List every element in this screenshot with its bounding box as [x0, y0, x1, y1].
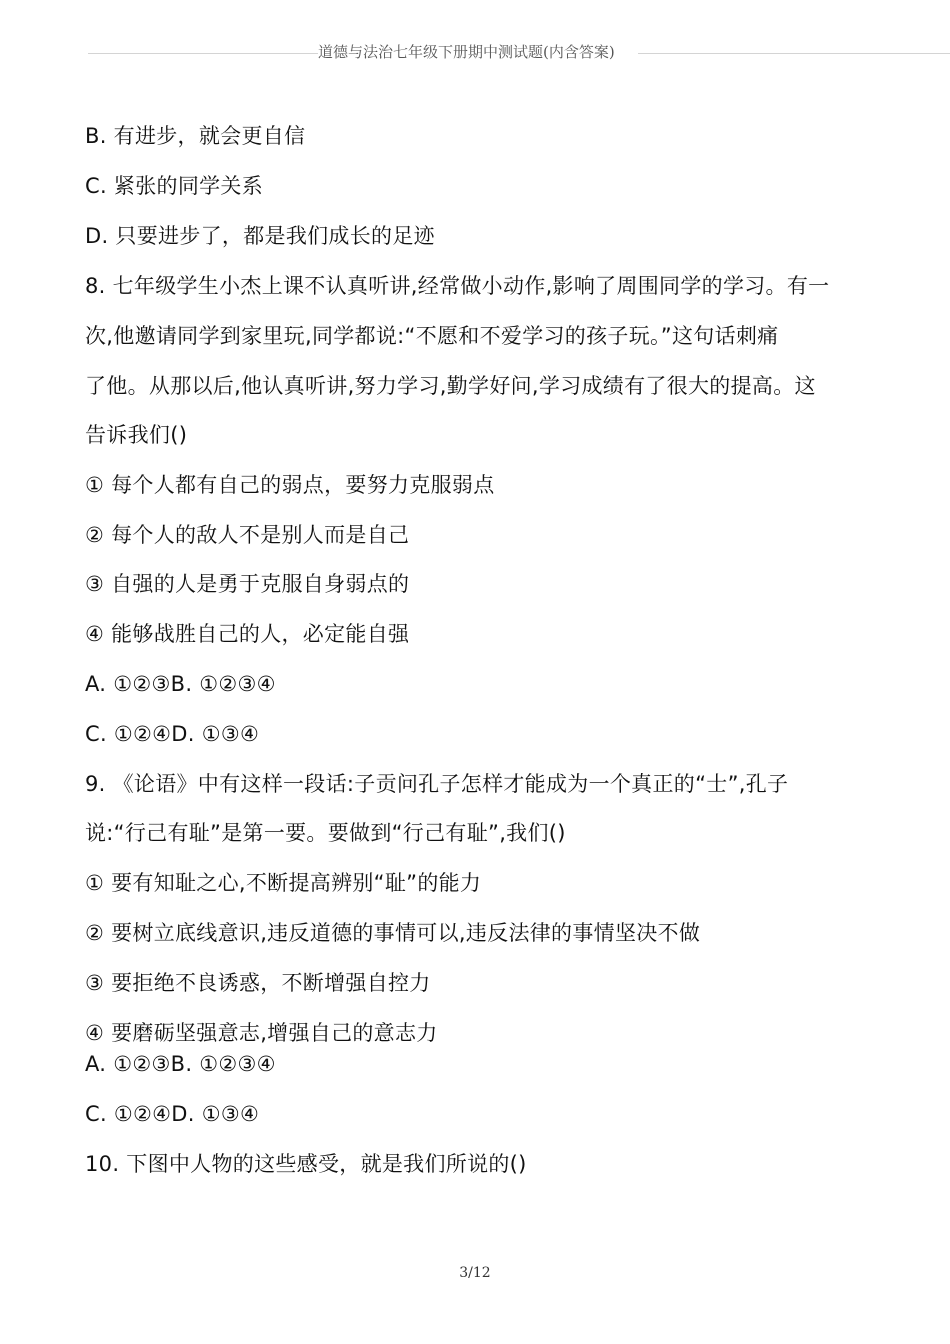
question-line: 8. 七年级学生小杰上课不认真听讲,经常做小动作,影响了周围同学的学习。有一	[85, 274, 830, 298]
statement-line: ③ 要拒绝不良诱惑，不断增强自控力	[85, 971, 431, 995]
statement-line: ④ 要磨砺坚强意志,增强自己的意志力	[85, 1021, 438, 1045]
option-line: C. 紧张的同学关系	[85, 174, 264, 198]
document-header-title: 道德与法治七年级下册期中测试题(内含答案)	[318, 42, 638, 62]
statement-line: ① 要有知耻之心,不断提高辨别“耻”的能力	[85, 871, 482, 895]
answer-choice-line: A. ①②③B. ①②③④	[85, 672, 276, 696]
question-line: 9. 《论语》中有这样一段话:子贡问孔子怎样才能成为一个真正的“士”,孔子	[85, 772, 789, 796]
question-line: 说:“行己有耻”是第一要。要做到“行己有耻”,我们()	[85, 821, 566, 845]
statement-line: ① 每个人都有自己的弱点，要努力克服弱点	[85, 473, 495, 497]
answer-choice-line: C. ①②④D. ①③④	[85, 722, 260, 746]
page-number: 3/12	[459, 1265, 491, 1281]
answer-choice-line: A. ①②③B. ①②③④	[85, 1052, 276, 1076]
question-line: 告诉我们()	[85, 423, 188, 447]
option-line: D. 只要进步了，都是我们成长的足迹	[85, 224, 435, 248]
statement-line: ④ 能够战胜自己的人，必定能自强	[85, 622, 410, 646]
question-line: 了他。从那以后,他认真听讲,努力学习,勤学好问,学习成绩有了很大的提高。这	[85, 374, 816, 398]
option-line: B. 有进步，就会更自信	[85, 124, 306, 148]
statement-line: ③ 自强的人是勇于克服自身弱点的	[85, 572, 410, 596]
question-line: 10. 下图中人物的这些感受，就是我们所说的()	[85, 1152, 527, 1176]
question-line: 次,他邀请同学到家里玩,同学都说:“不愿和不爱学习的孩子玩。”这句话刺痛	[85, 324, 779, 348]
answer-choice-line: C. ①②④D. ①③④	[85, 1102, 260, 1126]
statement-line: ② 每个人的敌人不是别人而是自己	[85, 523, 410, 547]
statement-line: ② 要树立底线意识,违反道德的事情可以,违反法律的事情坚决不做	[85, 921, 701, 945]
